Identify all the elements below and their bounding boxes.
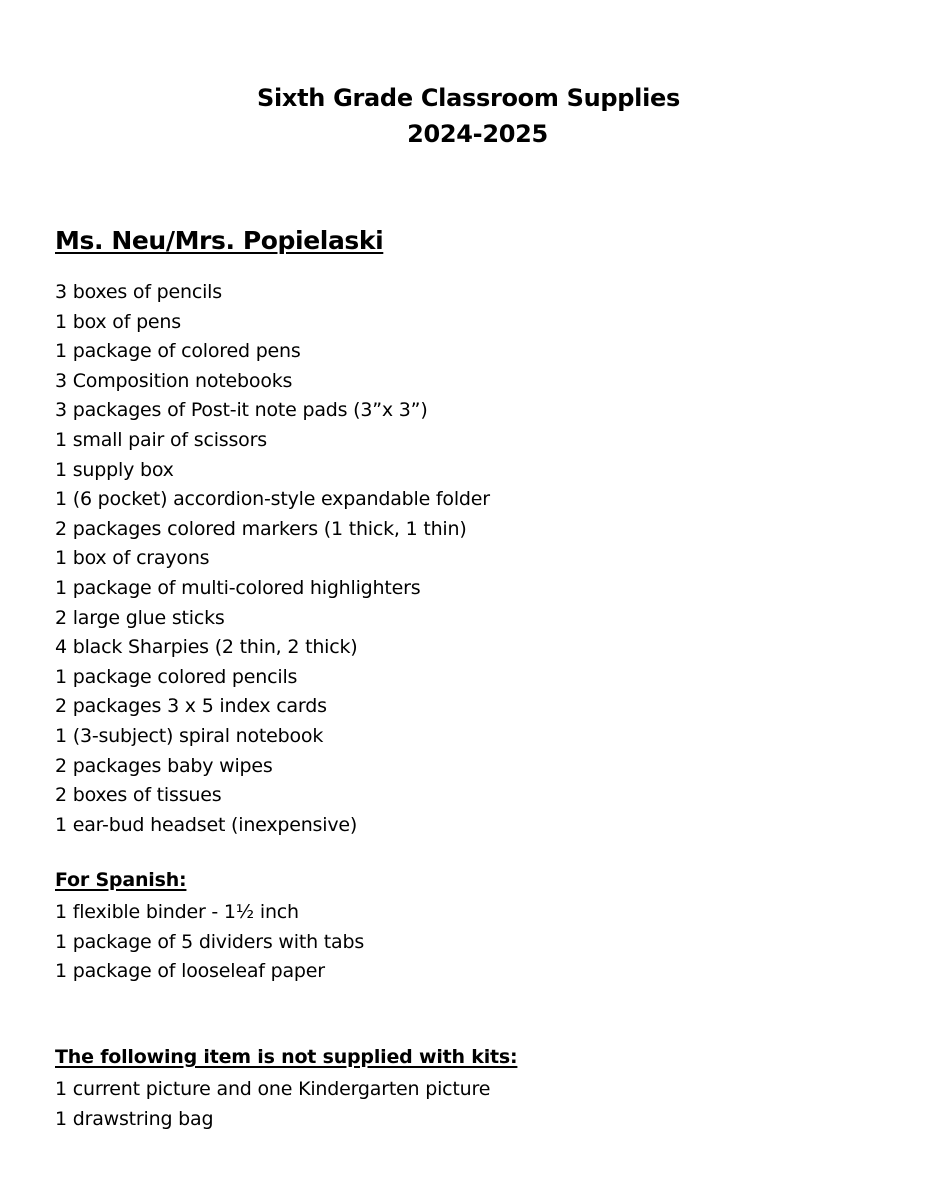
school-year: 2024-2025	[407, 120, 548, 148]
list-item: 1 box of crayons	[55, 547, 210, 570]
spanish-heading: For Spanish:	[55, 869, 187, 891]
list-item: 1 package of colored pens	[55, 340, 301, 363]
list-item: 1 package of looseleaf paper	[55, 960, 325, 983]
list-item: 2 packages 3 x 5 index cards	[55, 695, 327, 718]
list-item: 1 ear-bud headset (inexpensive)	[55, 813, 358, 836]
list-item: 1 package of multi-colored highlighters	[55, 576, 421, 599]
list-item: 2 large glue sticks	[55, 606, 225, 629]
not-supplied-list	[55, 1075, 490, 1134]
list-item: 3 packages of Post-it note pads (3”x 3”)	[55, 399, 428, 422]
teacher-heading: Ms. Neu/Mrs. Popielaski	[55, 226, 384, 255]
main-supply-list	[55, 278, 490, 840]
list-item: 1 (3-subject) spiral notebook	[55, 724, 324, 747]
list-item: 2 packages baby wipes	[55, 754, 273, 777]
not-supplied-heading: The following item is not supplied with kits:	[55, 1046, 518, 1068]
list-item: 1 box of pens	[55, 310, 181, 333]
list-item: 1 small pair of scissors	[55, 428, 267, 451]
spanish-supply-list	[55, 898, 364, 987]
list-item: 1 package colored pencils	[55, 665, 298, 688]
list-item: 4 black Sharpies (2 thin, 2 thick)	[55, 636, 358, 659]
list-item: 1 package of 5 dividers with tabs	[55, 930, 365, 953]
list-item: 3 boxes of pencils	[55, 281, 222, 303]
list-item: 1 drawstring bag	[55, 1107, 214, 1130]
list-item: 2 packages colored markers (1 thick, 1 thin)	[55, 517, 467, 540]
list-item: 3 Composition notebooks	[55, 369, 293, 392]
list-item: 1 (6 pocket) accordion-style expandable folder	[55, 488, 490, 511]
list-item: 2 boxes of tissues	[55, 784, 222, 807]
list-item: 1 supply box	[55, 458, 174, 481]
list-item: 1 flexible binder - 1½ inch	[55, 901, 299, 923]
document-title: Sixth Grade Classroom Supplies	[257, 84, 680, 112]
list-item: 1 current picture and one Kindergarten picture	[55, 1078, 491, 1100]
